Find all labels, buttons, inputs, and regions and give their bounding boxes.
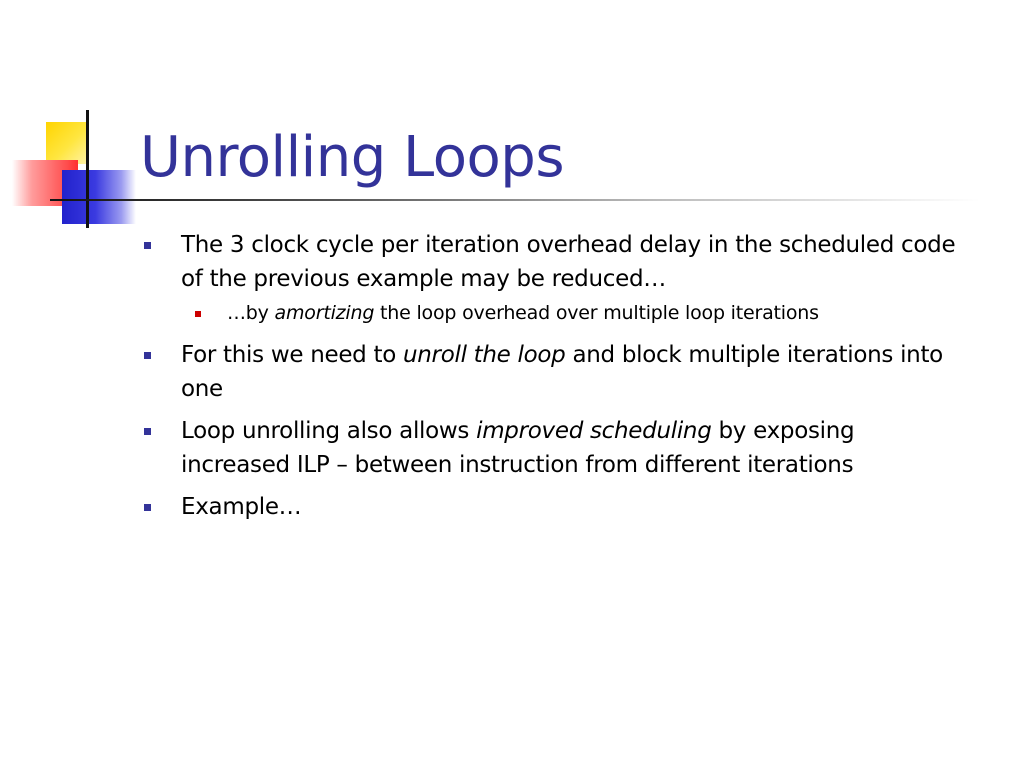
bullet-square-icon xyxy=(144,352,151,359)
bullet-emphasis: unroll the loop xyxy=(403,342,566,368)
bullet-emphasis: improved scheduling xyxy=(476,418,712,444)
bullet-text-after: and block multiple iterations into one xyxy=(181,342,943,402)
bullet-text: Example… xyxy=(181,494,302,520)
decorative-logo xyxy=(0,0,150,240)
sub-bullet-emphasis: amortizing xyxy=(274,302,375,324)
blue-square-shape xyxy=(62,170,136,224)
bullet-square-icon xyxy=(144,428,151,435)
bullet-item xyxy=(144,228,964,330)
bullet-square-icon xyxy=(144,504,151,511)
bullet-text-after: by exposing increased ILP – between instruction from different iterations xyxy=(181,418,855,478)
bullet-item xyxy=(144,414,964,482)
bullet-list xyxy=(144,228,964,532)
bullet-text-before: Loop unrolling also allows xyxy=(181,418,477,444)
bullet-text-before: For this we need to xyxy=(181,342,403,368)
bullet-square-icon xyxy=(144,242,151,249)
sub-bullet-list xyxy=(181,296,964,330)
sub-bullet-square-icon xyxy=(195,311,201,317)
sub-bullet-text-before: …by xyxy=(227,302,275,324)
title-underline xyxy=(50,199,980,201)
bullet-item xyxy=(144,338,964,406)
sub-bullet-item xyxy=(181,296,964,330)
vertical-divider-line xyxy=(86,110,89,228)
yellow-square-shape xyxy=(46,122,88,164)
bullet-item xyxy=(144,490,964,524)
slide-title: Unrolling Loops xyxy=(140,125,565,190)
sub-bullet-text-after: the loop overhead over multiple loop iterations xyxy=(374,302,819,324)
bullet-text: The 3 clock cycle per iteration overhead delay in the scheduled code of the previous example may be reduced… xyxy=(181,232,956,292)
